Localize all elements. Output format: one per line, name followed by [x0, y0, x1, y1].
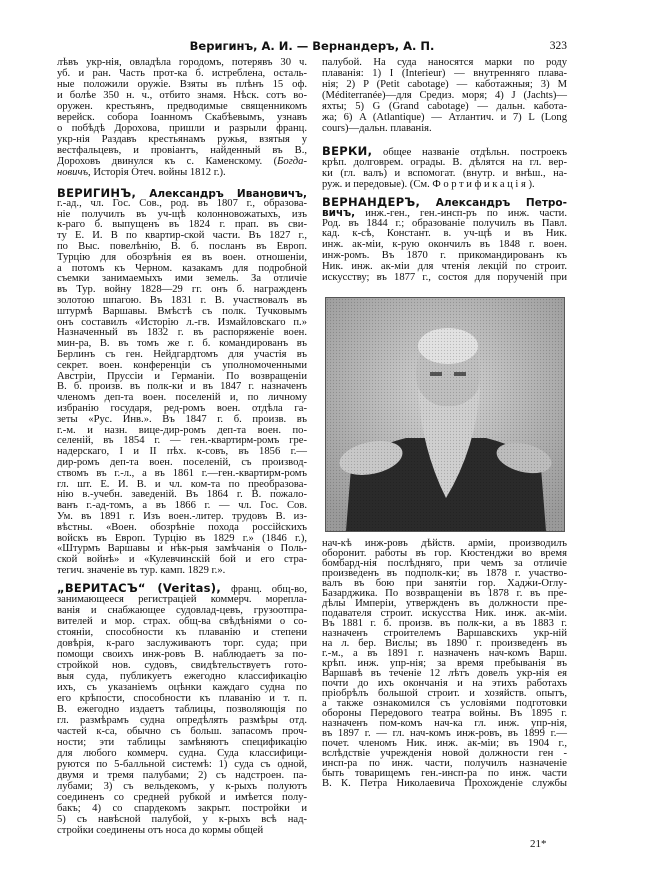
text-line — [57, 583, 307, 594]
text-line: членомъ деп-та воен. поселеній и, по личному — [57, 392, 307, 404]
text-line: Ум. въ 1891 г. Изъ воен.-литер. трудовъ В. из- — [57, 510, 307, 522]
text-line: ванія и снабжающее судовлад-цевъ, грузоотпра- — [57, 605, 307, 616]
signature-mark: 21* — [530, 838, 547, 850]
text-line: на л. бер. Вислы; въ 1890 г. произведенъ въ — [322, 638, 567, 649]
text-line: вителей и мор. страх. общ-ва свѣдѣніями о со- — [57, 616, 307, 627]
text-line: дир-ромъ деп-та воен. поселеній, съ производ- — [57, 456, 307, 468]
text-line — [322, 179, 567, 190]
text-line: вестфальцевъ, и провіантъ, найденный въ В., — [57, 145, 307, 156]
text-line: Турцію для обозрѣнія ея въ воен. отношеніи, — [57, 251, 307, 263]
text-line: Варшавѣ въ теченіе 12 лѣтъ довелъ укр-нія ея — [322, 668, 567, 679]
text-line: а потомъ къ Черном. казакамъ для подробной — [57, 262, 307, 274]
text-line: «Штурмъ Варшавы и нѣк-рыя замѣчанія о Поль- — [57, 543, 307, 555]
text-line: яхты; 5) G (Grand cabotage) — дальн. кабота- — [322, 101, 567, 112]
text-line: Род. въ 1844 г.; образованіе получилъ въ Павл. — [322, 217, 567, 229]
text-segment: франц. общ-во, — [221, 584, 307, 595]
text-line: оружен. крестьянъ, предводимые священникомъ — [57, 101, 307, 112]
text-line: г.-м. и назн. вице-дир-ромъ деп-та воен. по- — [57, 424, 307, 436]
text-line: секрет. воен. конференціи съ уполномоченными — [57, 359, 307, 371]
text-line: кад. к-сѣ, Констант. в. уч-щѣ и въ Ник. — [322, 228, 567, 240]
text-line: почет. членомъ Ник. инж. ак-міи; въ 1904 г., — [322, 738, 567, 749]
text-line: стройки соединены отъ носа до кормы общей — [57, 825, 264, 836]
text-line: плаванія: 1) I (Interieur) — внутренняго плава- — [322, 68, 567, 79]
text-line: подавателя строит. искусства Ник. инж. ак-міи. — [322, 608, 567, 619]
text-line: инж-ромъ. Въ 1870 г. прикомандированъ къ — [322, 249, 567, 261]
article-vernander — [322, 197, 567, 283]
text-line: укр-нія Раздавъ крестьянамъ ружья, взятыя у — [57, 134, 307, 145]
portrait-image — [326, 298, 564, 531]
article-veritas — [57, 583, 307, 836]
text-line: верейск. собора Іоанномъ Скабѣевымъ, узнавъ — [57, 112, 307, 123]
text-line: дѣлы Имперіи, утвержденъ въ должности пре- — [322, 598, 567, 609]
text-line: ихъ, съ указаніемъ оцѣнки каждаго судна по — [57, 682, 307, 693]
text-line: зеты «Рус. Инв.». Въ 1847 г. б. произв. въ — [57, 413, 307, 425]
text-line: ніе получилъ въ уч-щѣ колонновожатыхъ, изъ — [57, 208, 307, 220]
text-line: назначенъ строителемъ Варшавскихъ укр-ній — [322, 628, 567, 639]
text-line: частей к-са, обычно съ больш. запасомъ проч- — [57, 726, 307, 737]
text-segment: Александръ Ивановичъ, — [136, 188, 307, 200]
text-line — [322, 146, 567, 157]
text-line: ванъ г.-ад-томъ, а въ 1866 г. — чл. Гос. Сов. — [57, 500, 307, 512]
text-segment: вичъ, — [322, 206, 356, 219]
text-line: штурмѣ Варшавы. Вмѣстѣ съ полк. Тучковымъ — [57, 305, 307, 317]
text-line: (Méditerranée)—для Средиз. моря; 4) J (Jachts)— — [322, 90, 567, 101]
text-line: cours)—дальн. плаванія. — [322, 123, 432, 134]
text-line: нія; 2) P (Petit cabotage) — каботажныя; 3) M — [322, 79, 567, 90]
text-line: стройкой нов. судовъ, свидѣтельствуетъ гото- — [57, 660, 307, 671]
article-veritas-continuation — [322, 57, 567, 134]
article-verki — [322, 146, 567, 190]
text-line: стояніи, способности къ плаванію и степени — [57, 627, 307, 638]
text-line: к-раго б. выпущенъ въ 1824 г. прап. въ сви- — [57, 219, 307, 231]
text-segment: Фортификація — [432, 179, 529, 190]
text-line: крѣп. инж. упр-нія; за время пребыванія въ — [322, 658, 567, 669]
text-line: почти до ихъ окончанія и на этихъ работахъ — [322, 678, 567, 689]
text-line: В. б. произв. въ полк-ки и въ 1847 г. назначенъ — [57, 381, 307, 393]
text-line: мин-ра, В. въ томъ же г. б. командированъ въ — [57, 338, 307, 350]
text-line: Австріи, Пруссіи и Германіи. По возвращеніи — [57, 370, 307, 382]
text-line: гл. шт. Е. И. В. и чл. ком-та по преобразова- — [57, 478, 307, 490]
text-line: лѣвъ укр-нія, овладѣла городомъ, потерявъ 30 ч. — [57, 57, 307, 68]
text-line: выя суда, публикуетъ ежегодно классификацію — [57, 671, 307, 682]
text-line: Базарджика. По возвращеніи въ 1878 г. въ пре- — [322, 588, 567, 599]
text-line: г.-ад., чл. Гос. Сов., род. въ 1807 г., образова- — [57, 197, 307, 209]
text-line: 5) съ навѣсной палубой, у к-рыхъ всѣ над- — [57, 814, 307, 825]
text-line: оборонит. работы въ гор. Кюстенджи во время — [322, 548, 567, 559]
text-line: уб. и ран. Часть прот-ка б. истреблена, осталь- — [57, 68, 307, 79]
text-line: помощи своихъ инж-ровъ В. наблюдаетъ за по- — [57, 649, 307, 660]
text-line: двумя и тремя палубами; 2) съ надстроен. па- — [57, 770, 307, 781]
text-segment: Богда- — [277, 156, 307, 167]
text-line: ской войнѣ» и «Кулевчинскій бой и его стра- — [57, 554, 307, 566]
text-line: нію в.-учебн. заведеній. Въ 1864 г. В. пожало- — [57, 489, 307, 501]
text-line: руются по 5-балльной системѣ: 1) суда съ одной, — [57, 759, 307, 770]
text-line: валъ въ бою при занятіи гор. Хаджи-Оглу- — [322, 578, 567, 589]
text-line: занимающееся регистраціей коммерч. морепла- — [57, 594, 307, 605]
text-line: ту Е. И. В по квартир-ской части. Въ 1827 г., — [57, 230, 307, 242]
text-line: золотою шпагою. Въ 1831 г. В. участвовалъ въ — [57, 294, 307, 306]
text-line: войскъ въ Европ. Турцію въ 1829 г.» (1846 г.), — [57, 532, 307, 544]
text-segment: ). — [528, 179, 535, 190]
text-line: лубами; 3) съ вельдекомъ, у к-рыхъ полуютъ — [57, 781, 307, 792]
text-line: довѣрія, к-раго заслуживаютъ торг. суда; при — [57, 638, 307, 649]
text-line: бакъ; 4) со спардекомъ закрыт. постройки и — [57, 803, 307, 814]
text-line: о побѣдѣ Дорохова, пришли и разрыли франц. — [57, 123, 307, 134]
text-line: инж. ак-міи, к-рую окончилъ въ 1848 г. воен. — [322, 239, 567, 251]
entry-headword: ВЕРКИ, — [322, 144, 373, 158]
text-line: ности; эти таблицы замѣняютъ спецификацію — [57, 737, 307, 748]
text-line: В. ежегодно издаетъ таблицы, позволяющія по — [57, 704, 307, 715]
text-line: крѣп. долговрем. ограды. В. дѣлятся на гл. вер- — [322, 157, 567, 168]
text-line: и болѣе 350 н. ч., отбито знамя. Нѣск. сотъ во- — [57, 90, 307, 101]
text-line: обороны Передового театра войны. Въ 1895 г. — [322, 708, 567, 719]
entry-headword: ВЕРНАНДЕРЪ, — [322, 195, 421, 209]
text-line: Назначенный въ 1832 г. въ распоряженіе воен. — [57, 327, 307, 339]
text-line: палубой. На суда наносятся марки по роду — [322, 57, 567, 68]
text-segment: Александръ Петро- — [420, 197, 567, 209]
text-line: соединенъ со средней рубкой и имѣется полу- — [57, 792, 307, 803]
text-segment: , Исторія Отеч. войны 1812 г.). — [88, 167, 226, 178]
text-line: вѣстны. «Воен. обозрѣніе похода россійскихъ — [57, 521, 307, 533]
text-line: В. К. Петра Николаевича Прохожденіе службы — [322, 778, 567, 789]
text-line: искусству; въ 1877 г., состоя для порученій при — [322, 271, 567, 283]
page-number: 323 — [549, 40, 567, 52]
text-line: быть товарищемъ ген.-инсп-ра по инж. части — [322, 768, 567, 779]
text-line: въ Тур. войну 1828—29 гг. онъ б. награжденъ — [57, 284, 307, 296]
text-line: произведенъ въ подполк-ки; въ 1878 г. участво- — [322, 568, 567, 579]
text-line: пріобрѣлъ большой строит. и хозяйств. опытъ, — [322, 688, 567, 699]
text-line: надерскаго, I и II пѣх. к-совъ, въ 1856 г.— — [57, 446, 307, 458]
text-line: Въ 1881 г. б. произв. въ полк-ки, а въ 1883 г. — [322, 618, 567, 629]
text-line: назначенъ пом-комъ нач-ка гл. инж. упр-нія, — [322, 718, 567, 729]
entry-headword: ВЕРИГИНЪ, — [57, 186, 137, 200]
text-line: тегич. значеніе въ тур. камп. 1829 г.». — [57, 564, 226, 576]
text-line: ные положили оружіе. Взяты въ плѣнъ 15 оф. — [57, 79, 307, 90]
text-line: бомбард-нія послѣдняго, при чемъ за отличіе — [322, 558, 567, 569]
text-line: ки (гл. валъ) и вспомогат. (внутр. и внѣш., на- — [322, 168, 567, 179]
text-line: жа; 6) A (Atlantique) — Атлантич. и 7) L (Long — [322, 112, 567, 123]
text-segment: общее названіе отдѣльн. построекъ — [372, 147, 567, 158]
text-line: съемки занимаемыхъ ими земель. За отличіе — [57, 273, 307, 285]
article-vernander-continuation — [322, 539, 567, 789]
text-line: Ник. инж. ак-міи для чтенія лекцій по строит. — [322, 260, 567, 272]
text-line — [57, 156, 307, 167]
text-line: селеній, въ 1854 г. — ген.-квартирм-ромъ гре- — [57, 435, 307, 447]
article-continuation — [57, 57, 307, 178]
article-verigin — [57, 188, 307, 577]
text-line — [322, 208, 567, 219]
text-segment: инж.-ген., ген.-инсп-ръ по инж. части. — [355, 207, 567, 219]
text-line: г.-м., а въ 1891 г. назначенъ нач-комъ Варш. — [322, 648, 567, 659]
text-line: ствомъ въ г.-л., а въ 1861 г.—ген.-квартирм-ромъ — [57, 467, 307, 479]
text-line: избранію государя, ред-ромъ воен. отдѣла га- — [57, 402, 307, 414]
running-header-title: Веригинъ, А. И. — Вернандеръ, А. П. — [189, 39, 435, 53]
text-line: инсп-ра по инж. части, получилъ назначеніе — [322, 758, 567, 769]
text-segment: Дороховъ двинулся къ с. Каменскому. ( — [57, 156, 278, 167]
text-line — [57, 167, 307, 178]
text-line: а также ознакомился съ условіями подготовки — [322, 698, 567, 709]
entry-headword: „ВЕРИТАСЪ“ (Veritas), — [57, 581, 222, 595]
text-line: гл. размѣрамъ судна опредѣлять размѣры отд. — [57, 715, 307, 726]
text-line: его крѣпости, способности къ плаванію и т. п. — [57, 693, 307, 704]
text-line: онъ составилъ «Исторію л.-гв. Измайловскаго п.» — [57, 316, 307, 328]
text-line: для любого коммерч. судна. Суда классифици- — [57, 748, 307, 759]
text-line: нач-кѣ инж-ровъ дѣйств. арміи, производилъ — [322, 538, 567, 549]
text-line: Берлинъ съ ген. Нейдгардтомъ для участія въ — [57, 348, 307, 360]
text-line: по Выс. повелѣнію, В. б. посланъ въ Европ. — [57, 240, 307, 252]
text-segment: новичъ — [57, 167, 89, 178]
text-line: въ 1897 г. — гл. нач-комъ инж-ровъ, въ 1899 г.— — [322, 728, 567, 739]
text-line — [322, 197, 567, 208]
text-line: вслѣдствіе учрежденія новой должности ген - — [322, 748, 567, 759]
portrait-photo — [325, 297, 565, 532]
text-segment: руж. и передовые). (См. — [322, 179, 433, 190]
